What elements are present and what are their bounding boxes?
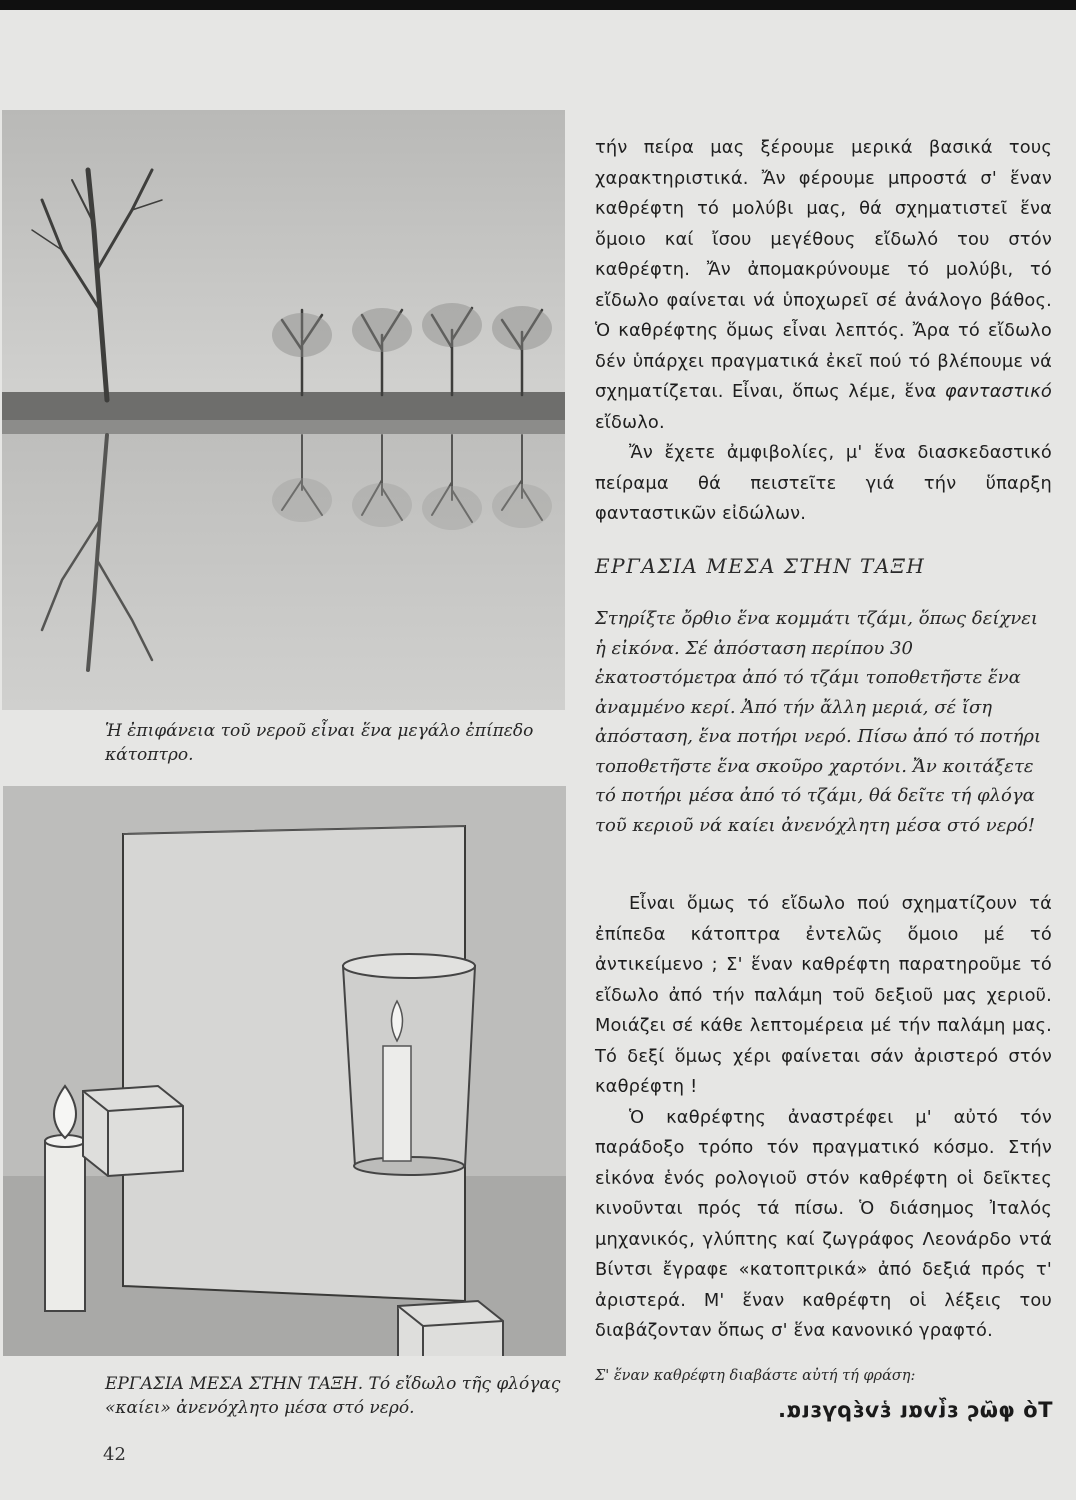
paragraph-1 [595, 133, 1052, 438]
mirror-instruction: Σ' ἕναν καθρέφτη διαβάστε αὐτή τή φράση: [595, 1368, 916, 1384]
paragraph-1-part-a: τήν πείρα μας ξέρουμε μερικά βασικά τους χαρακτηριστικά. Ἄν φέρουμε μπροστά σ' ἕναν καθρέφτη τό μολύβι μας, θά σχηματιστεῖ ἕνα ὅμοιο καί ἴσου μεγέθους εἴδωλό του στόν καθρέφτη. Ἄν ἀπομακρύνουμε τό μολύβι, τό εἴδωλο φαίνεται νά ὑποχωρεῖ σέ ἀνάλογο βάθος. Ὁ καθρέφτης ὅμως εἶναι λεπτός. Ἄρα τό εἴδωλο δέν ὑπάρχει πραγματικά ἐκεῖ πού τό βλέπουμε νά σχηματίζεται. Εἶναι, ὅπως λέμε, ἕνα [595, 137, 1052, 402]
paragraph-1-emphasis: φανταστικό [944, 381, 1053, 402]
drawing-caption: ΕΡΓΑΣΙΑ ΜΕΣΑ ΣΤΗΝ ΤΑΞΗ. Τό εἴδωλο τῆς φλόγας «καίει» ἀνενόχλητο μέσα στό νερό. [105, 1374, 561, 1418]
paragraph-2: Ἄν ἔχετε ἀμφιβολίες, μ' ἕνα διασκεδαστικό πείραμα θά πειστεῖτε γιά τήν ὕπαρξη φανταστικῶν εἰδώλων. [595, 442, 1052, 524]
body-text-top [595, 133, 1052, 530]
exercise-text: Στηρίξτε ὄρθιο ἕνα κομμάτι τζάμι, ὅπως δείχνει ἡ εἰκόνα. Σέ ἀπόσταση περίπου 30 ἑκατοστόμετρα ἀπό τό τζάμι τοποθετῆστε ἕνα ἀναμμένο κερί. Ἀπό τήν ἄλλη μεριά, σέ ἴση ἀπόσταση, ἕνα ποτήρι νερό. Πίσω ἀπό τό ποτήρι τοποθετῆστε ἕνα σκοῦρο χαρτόνι. Ἄν κοιτάξετε τό ποτήρι μέσα ἀπό τό τζάμι, θά δεῖτε τή φλόγα τοῦ κεριοῦ νά καίει ἀνενόχλητη μέσα στό νερό! [595, 608, 1042, 836]
paragraph-1-part-b: εἴδωλο. [595, 411, 665, 433]
paragraph-3: Εἶναι ὅμως τό εἴδωλο πού σχηματίζουν τά ἐπίπεδα κάτοπτρα ἐντελῶς ὅμοιο μέ τό ἀντικείμενο ; Σ' ἕναν καθρέφτη παρατηροῦμε τό εἴδωλο ἀπό τήν παλάμη τοῦ δεξιοῦ μας χεριοῦ. Μοιάζει σέ κάθε λεπτομέρεια μέ τήν παλάμη μας. Τό δεξί ὅμως χέρι φαίνεται σάν ἀριστερό στόν καθρέφτη ! [595, 893, 1052, 1097]
water-glass-icon [343, 954, 475, 1175]
body-text-bottom [595, 889, 1052, 1347]
mirrored-phrase: Τό φῶς εἶναι ἐνέργεια. [777, 1398, 1053, 1422]
candle-glass-experiment-drawing [3, 786, 566, 1356]
lake-reflection-photo [2, 110, 565, 710]
photo-caption: Ἡ ἐπιφάνεια τοῦ νεροῦ εἶναι ἕνα μεγάλο ἐπίπεδο κάτοπτρο. [105, 721, 534, 765]
section-title: ΕΡΓΑΣΙΑ ΜΕΣΑ ΣΤΗΝ ΤΑΞΗ [595, 554, 926, 578]
top-dark-band [0, 0, 1076, 10]
page-number: 42 [103, 1444, 126, 1465]
paragraph-4: Ὁ καθρέφτης ἀναστρέφει μ' αὐτό τόν παράδοξο τρόπο τόν πραγματικό κόσμο. Στήν εἰκόνα ἑνός ρολογιοῦ στόν καθρέφτη οἱ δεῖκτες κινοῦνται πρός τά πίσω. Ὁ διάσημος Ἰταλός μηχανικός, γλύπτης καί ζωγράφος Λεονάρδο ντά Βίντσι ἔγραφε «κατοπτρικά» ἀπό δεξιά πρός τ' ἀριστερά. Μ' ἕναν καθρέφτη οἱ λέξεις του διαβάζονταν ὅπως σ' ἕνα κανονικό γραφτό. [595, 1106, 1052, 1341]
